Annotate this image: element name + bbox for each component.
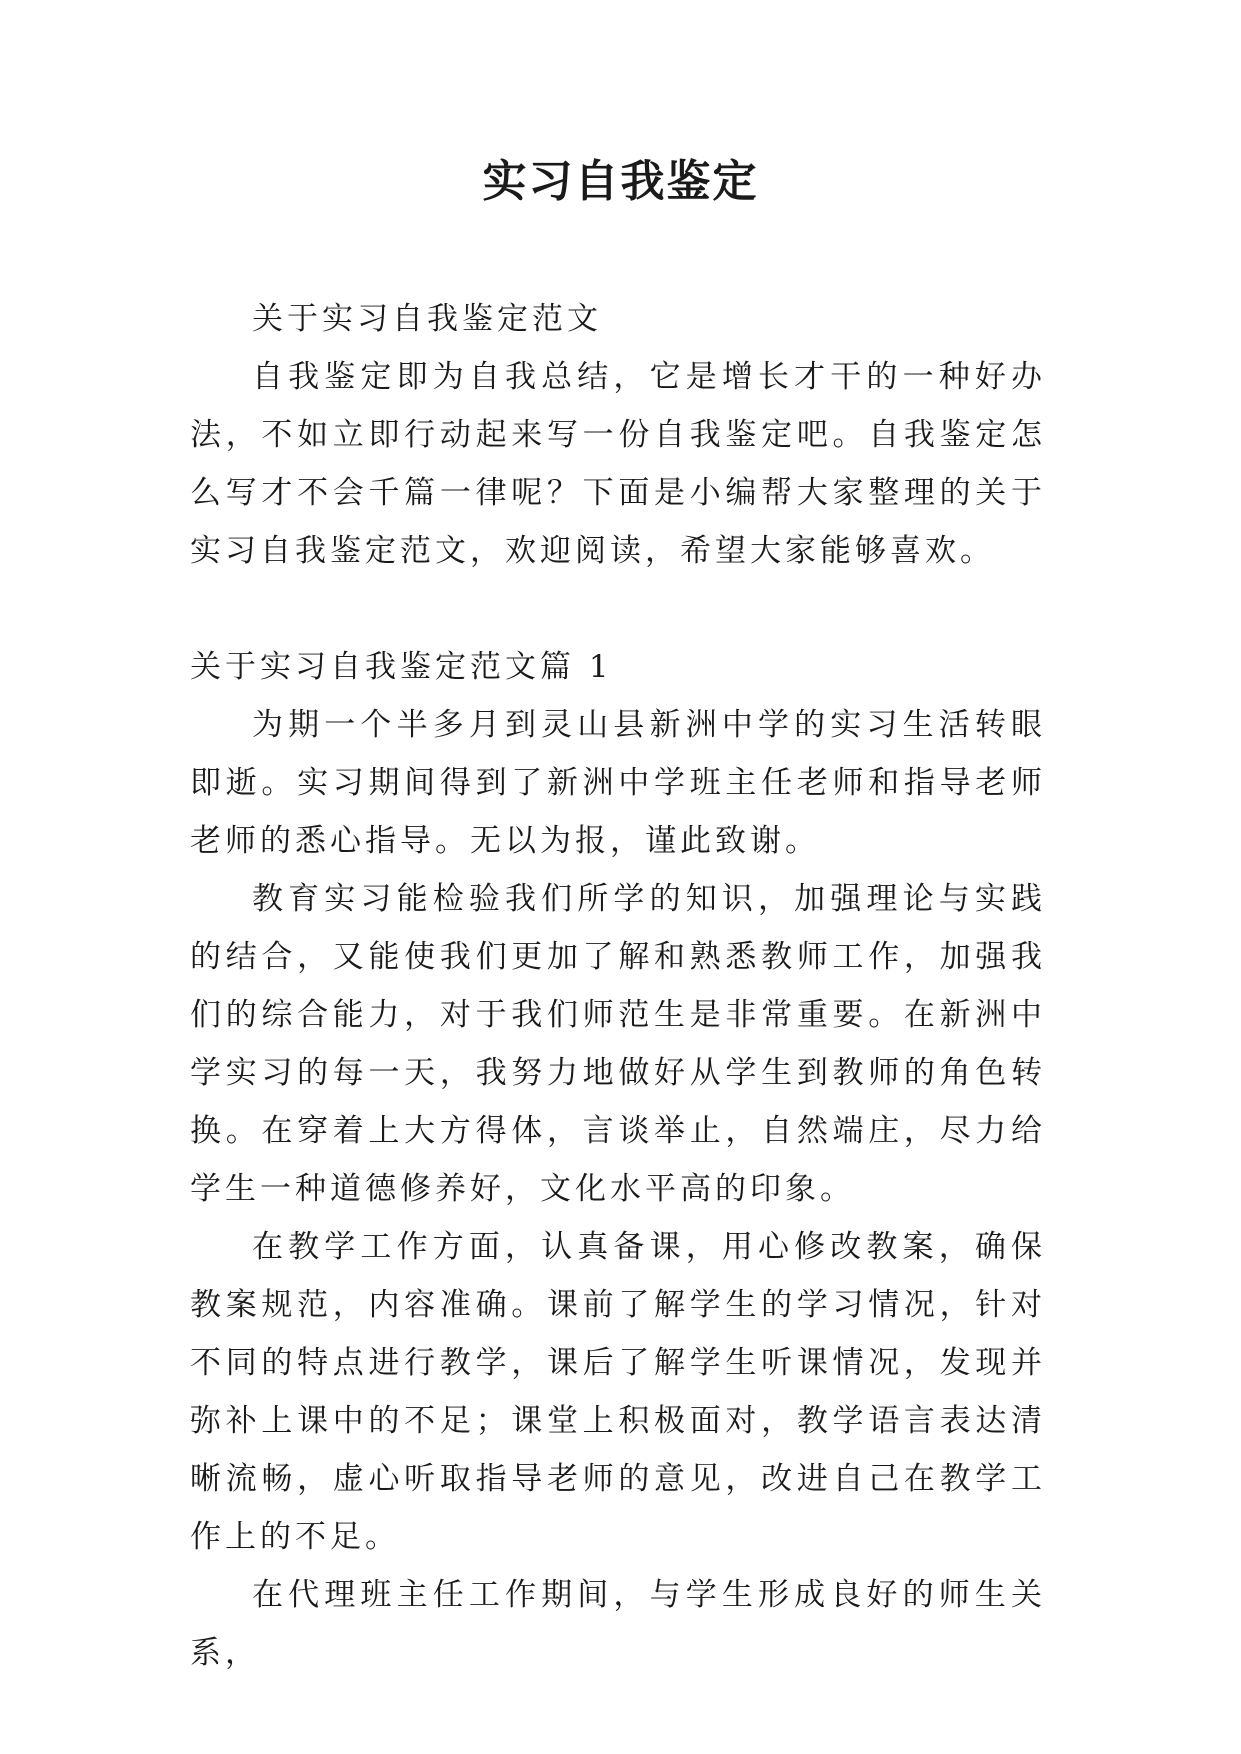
intro-paragraph: 自我鉴定即为自我总结，它是增长才干的一种好办法，不如立即行动起来写一份自我鉴定吧。自我鉴定怎么写才不会千篇一律呢？下面是小编帮大家整理的关于实习自我鉴定范文，欢迎阅读，希望大家能够喜欢。	[190, 359, 1046, 569]
document-title: 实习自我鉴定	[482, 156, 759, 207]
body-paragraph-1: 为期一个半多月到灵山县新洲中学的实习生活转眼即逝。实习期间得到了新洲中学班主任老师和指导老师老师的悉心指导。无以为报，谨此致谢。	[190, 707, 1046, 859]
body-paragraph-2: 教育实习能检验我们所学的知识，加强理论与实践的结合，又能使我们更加了解和熟悉教师工作，加强我们的综合能力，对于我们师范生是非常重要。在新洲中学实习的每一天，我努力地做好从学生到教师的角色转换。在穿着上大方得体，言谈举止，自然端庄，尽力给学生一种道德修养好，文化水平高的印象。	[190, 881, 1046, 1207]
document-body	[190, 290, 1046, 1682]
section-spacer	[190, 580, 1046, 638]
section-heading: 关于实习自我鉴定范文篇 1	[190, 649, 613, 685]
intro-heading: 关于实习自我鉴定范文	[252, 301, 602, 337]
body-paragraph-4: 在代理班主任工作期间，与学生形成良好的师生关系，	[190, 1577, 1046, 1671]
body-paragraph-3: 在教学工作方面，认真备课，用心修改教案，确保教案规范，内容准确。课前了解学生的学习情况，针对不同的特点进行教学，课后了解学生听课情况，发现并弥补上课中的不足；课堂上积极面对，教学语言表达清晰流畅，虚心听取指导老师的意见，改进自己在教学工作上的不足。	[190, 1229, 1046, 1555]
